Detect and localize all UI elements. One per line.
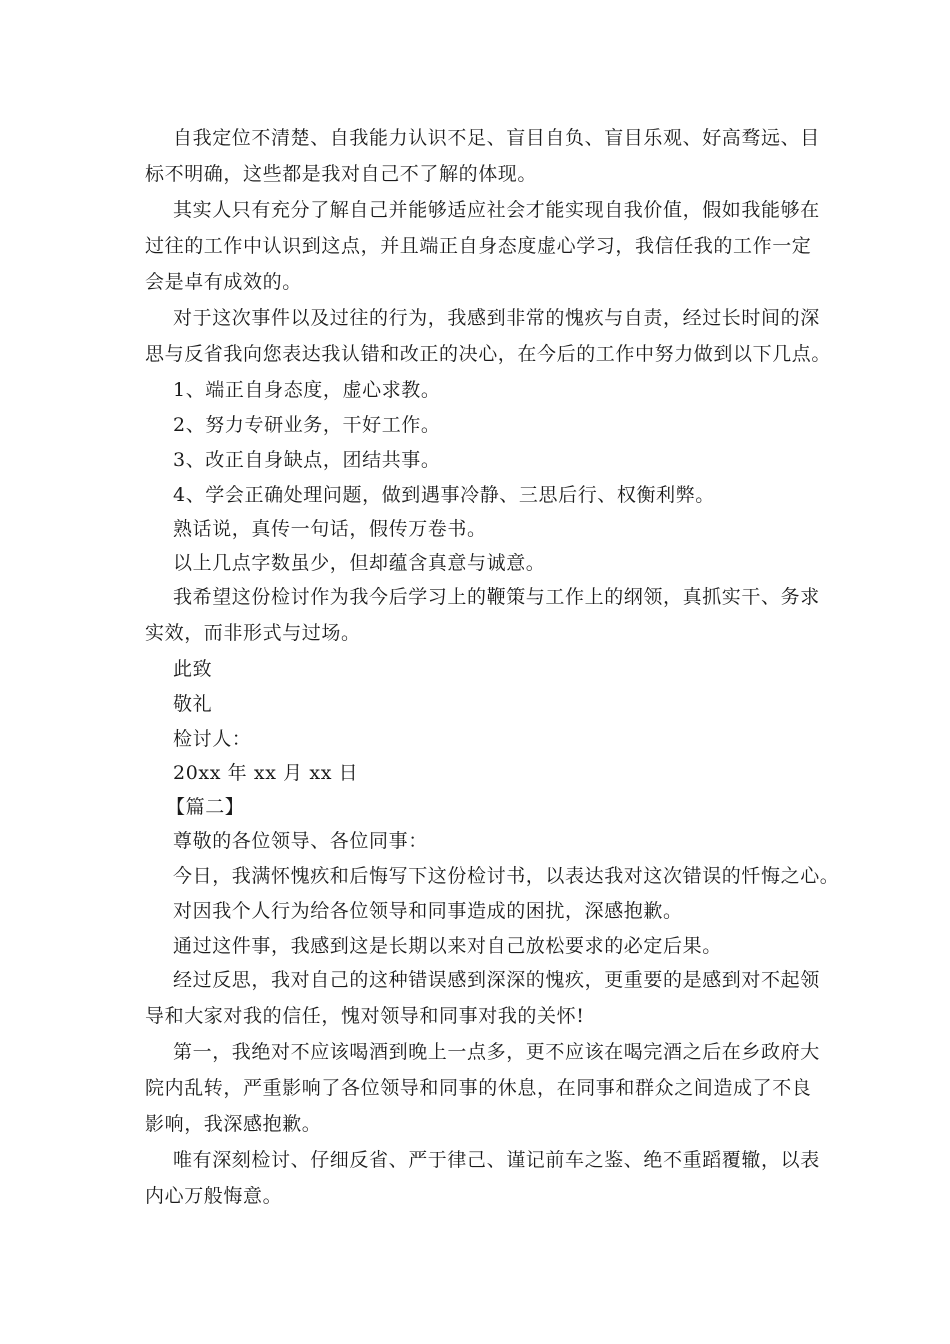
text-line: 自我定位不清楚、自我能力认识不足、盲目自负、盲目乐观、好高骛远、目 — [173, 127, 820, 149]
text-line: 标不明确，这些都是我对自己不了解的体现。 — [145, 163, 538, 185]
text-line: 以上几点字数虽少，但却蕴含真意与诚意。 — [173, 552, 546, 574]
text-line: 其实人只有充分了解自己并能够适应社会才能实现自我价值，假如我能够在 — [173, 199, 820, 221]
list-item: 1、端正自身态度，虚心求教。 — [173, 379, 441, 401]
text-line: 对因我个人行为给各位领导和同事造成的困扰，深感抱歉。 — [173, 900, 683, 922]
closing-line: 敬礼 — [173, 693, 213, 715]
text-line: 内心万般悔意。 — [145, 1185, 283, 1207]
date-line: 20xx 年 xx 月 xx 日 — [173, 762, 359, 784]
text-line: 对于这次事件以及过往的行为，我感到非常的愧疚与自责，经过长时间的深 — [173, 307, 820, 329]
closing-line: 此致 — [173, 658, 213, 680]
text-line: 过往的工作中认识到这点，并且端正自身态度虚心学习，我信任我的工作一定 — [145, 235, 812, 257]
text-line: 通过这件事，我感到这是长期以来对自己放松要求的必定后果。 — [173, 935, 722, 957]
text-line: 经过反思，我对自己的这种错误感到深深的愧疚，更重要的是感到对不起领 — [173, 969, 820, 991]
list-item: 3、改正自身缺点，团结共事。 — [173, 449, 441, 471]
list-item: 2、努力专研业务，干好工作。 — [173, 414, 441, 436]
list-item: 4、学会正确处理问题，做到遇事冷静、三思后行、权衡利弊。 — [173, 484, 715, 506]
text-line: 会是卓有成效的。 — [145, 271, 302, 293]
text-line: 实效，而非形式与过场。 — [145, 622, 361, 644]
salutation: 尊敬的各位领导、各位同事： — [173, 830, 428, 852]
text-line: 熟话说，真传一句话，假传万卷书。 — [173, 518, 487, 540]
text-line: 今日，我满怀愧疚和后悔写下这份检讨书，以表达我对这次错误的忏悔之心。 — [173, 865, 840, 887]
text-line: 思与反省我向您表达我认错和改正的决心，在今后的工作中努力做到以下几点。 — [145, 343, 832, 365]
section-heading: 【篇二】 — [166, 796, 245, 818]
text-line: 导和大家对我的信任，愧对领导和同事对我的关怀! — [145, 1005, 585, 1027]
text-line: 影响，我深感抱歉。 — [145, 1113, 322, 1135]
text-line: 第一，我绝对不应该喝酒到晚上一点多，更不应该在喝完酒之后在乡政府大 — [173, 1041, 820, 1063]
text-line: 唯有深刻检讨、仔细反省、严于律己、谨记前车之鉴、绝不重蹈覆辙，以表 — [173, 1149, 820, 1171]
text-line: 我希望这份检讨作为我今后学习上的鞭策与工作上的纲领，真抓实干、务求 — [173, 586, 820, 608]
signature-line: 检讨人： — [173, 728, 252, 750]
text-line: 院内乱转，严重影响了各位领导和同事的休息，在同事和群众之间造成了不良 — [145, 1077, 812, 1099]
